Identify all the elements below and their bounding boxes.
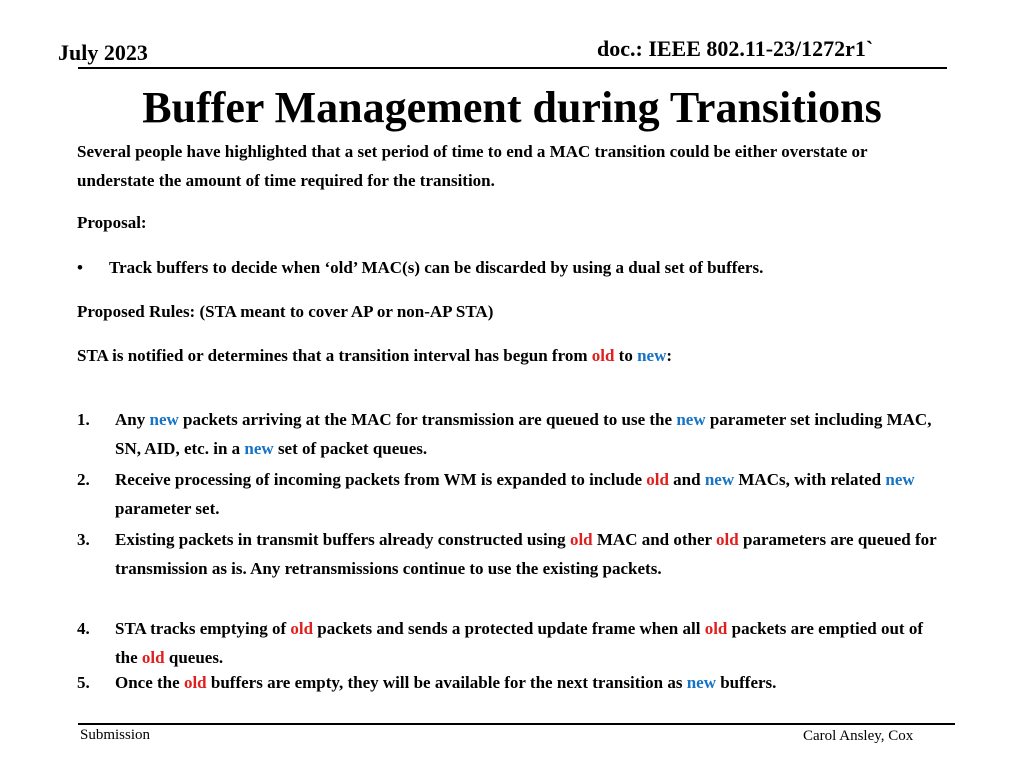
old-keyword: old [569, 530, 593, 549]
bullet-item [77, 258, 763, 278]
item-number: 3. [77, 530, 90, 549]
new-keyword: new [686, 673, 716, 692]
new-keyword: new [149, 410, 179, 429]
old-keyword: old [646, 470, 669, 489]
item-text-run: MAC and other [592, 530, 717, 549]
item-text-run: packets and sends a protected update frame when all [313, 619, 705, 638]
old-keyword: old [591, 346, 615, 365]
bullet-text: Track buffers to decide when ‘old’ MAC(s) can be discarded by using a dual set of buffers. [109, 258, 764, 277]
item-text-run: parameters are queued for transmission as is. Any retransmissions continue to use the existing packets. [115, 530, 937, 578]
footer-submission: Submission [80, 727, 151, 743]
notice-text: to [614, 346, 638, 365]
footer-divider [78, 723, 955, 725]
new-keyword: new [676, 410, 706, 429]
item-text [115, 668, 947, 697]
old-keyword: old [716, 530, 739, 549]
item-text-run: packets arriving at the MAC for transmission are queued to use the [178, 410, 677, 429]
item-text [115, 465, 947, 523]
header-divider [78, 67, 947, 69]
item-number: 2. [77, 470, 90, 489]
list-item [77, 668, 947, 697]
old-keyword: old [141, 648, 165, 667]
list-item [77, 614, 947, 672]
old-keyword: old [183, 673, 207, 692]
list-item [77, 465, 947, 523]
item-text-run: buffers are empty, they will be available for the next transition as [206, 673, 687, 692]
item-text-run: Receive processing of incoming packets from WM is expanded to include [115, 470, 647, 489]
new-keyword: new [637, 346, 667, 365]
list-item [77, 525, 947, 583]
item-text-run: MACs, with related [734, 470, 886, 489]
footer-author: Carol Ansley, Cox [803, 728, 914, 744]
header-doc-id: doc.: IEEE 802.11-23/1272r1` [597, 36, 874, 61]
item-text [115, 405, 947, 463]
item-text-run: and [668, 470, 705, 489]
proposed-rules-label: Proposed Rules: (STA meant to cover AP or non-AP STA) [77, 302, 494, 321]
item-text-run: parameter set. [115, 499, 220, 518]
header-date: July 2023 [58, 40, 148, 65]
old-keyword: old [704, 619, 728, 638]
item-number: 1. [77, 410, 90, 429]
bullet-marker: • [77, 258, 83, 277]
transition-notice [77, 346, 672, 366]
item-text-run: Existing packets in transmit buffers already constructed using [115, 530, 570, 549]
notice-text: STA is notified or determines that a transition interval has begun from [77, 346, 592, 365]
item-text-run: set of packet queues. [273, 439, 428, 458]
intro-paragraph: Several people have highlighted that a set period of time to end a MAC transition could be either overstate or understate the amount of time required for the transition. [77, 142, 868, 190]
list-item [77, 405, 947, 463]
item-number: 4. [77, 619, 90, 638]
item-text-run: STA tracks emptying of [115, 619, 291, 638]
slide-title: Buffer Management during Transitions [142, 83, 882, 132]
item-text [115, 614, 947, 672]
item-text-run: packets are emptied out of the [115, 619, 924, 667]
old-keyword: old [290, 619, 314, 638]
item-text-run: Any [115, 410, 150, 429]
new-keyword: new [244, 439, 274, 458]
new-keyword: new [885, 470, 915, 489]
item-text [115, 525, 947, 583]
item-number: 5. [77, 673, 90, 692]
notice-text: : [666, 346, 673, 365]
item-text-run: buffers. [715, 673, 777, 692]
item-text-run: Once the [115, 673, 184, 692]
item-text-run: queues. [164, 648, 224, 667]
new-keyword: new [704, 470, 735, 489]
item-text-run: parameter set including MAC, SN, AID, etc. in a [115, 410, 932, 458]
proposal-label: Proposal: [77, 213, 147, 232]
